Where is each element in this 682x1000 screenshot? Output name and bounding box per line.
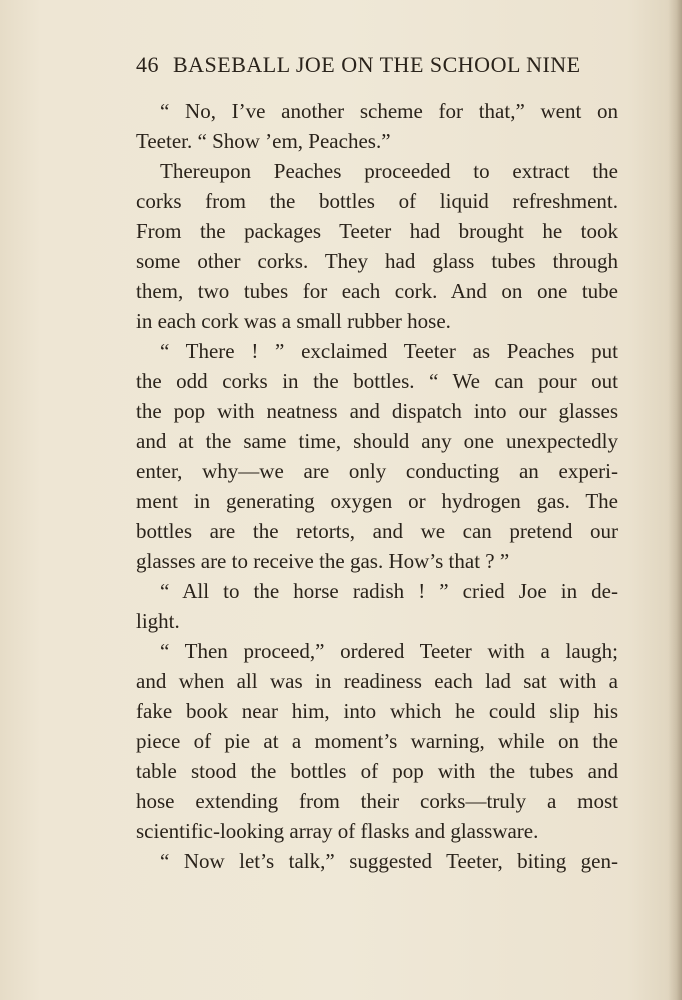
page-number: 46 — [136, 52, 159, 77]
text-line: corks from the bottles of liquid refreshment. — [136, 189, 618, 213]
text-line: “ No, I’ve another scheme for that,” went on — [160, 99, 618, 123]
text-line: Teeter. “ Show ’em, Peaches.” — [136, 129, 391, 153]
text-line: them, two tubes for each cork. And on one tube — [136, 279, 618, 303]
text-line: hose extending from their corks—truly a most — [136, 789, 618, 813]
text-line: some other corks. They had glass tubes through — [136, 249, 618, 273]
page-edge-shadow — [668, 0, 682, 1000]
text-line: fake book near him, into which he could slip his — [136, 699, 618, 723]
text-line: “ All to the horse radish ! ” cried Joe in de- — [160, 579, 618, 603]
running-title: BASEBALL JOE ON THE SCHOOL NINE — [173, 52, 581, 77]
text-line: and at the same time, should any one unexpectedly — [136, 429, 618, 453]
text-line: “ There ! ” exclaimed Teeter as Peaches put — [160, 339, 618, 363]
text-line: ment in generating oxygen or hydrogen gas. The — [136, 489, 618, 513]
text-line: Thereupon Peaches proceeded to extract the — [160, 159, 618, 183]
text-line: in each cork was a small rubber hose. — [136, 309, 451, 333]
text-line: and when all was in readiness each lad sat with a — [136, 669, 618, 693]
text-line: “ Then proceed,” ordered Teeter with a laugh; — [160, 639, 618, 663]
text-line: glasses are to receive the gas. How’s that ? ” — [136, 549, 510, 573]
text-line: light. — [136, 609, 180, 633]
running-header — [136, 52, 612, 84]
text-line: bottles are the retorts, and we can pretend our — [136, 519, 618, 543]
text-line: scientific-looking array of flasks and glassware. — [136, 819, 539, 843]
text-line: the odd corks in the bottles. “ We can pour out — [136, 369, 618, 393]
text-line: enter, why—we are only conducting an experi- — [136, 459, 618, 483]
text-line: “ Now let’s talk,” suggested Teeter, biting gen- — [160, 849, 618, 873]
text-line: table stood the bottles of pop with the tubes and — [136, 759, 618, 783]
text-line: From the packages Teeter had brought he took — [136, 219, 618, 243]
text-line: the pop with neatness and dispatch into our glasses — [136, 399, 618, 423]
body-text — [136, 96, 618, 876]
text-line: piece of pie at a moment’s warning, while on the — [136, 729, 618, 753]
